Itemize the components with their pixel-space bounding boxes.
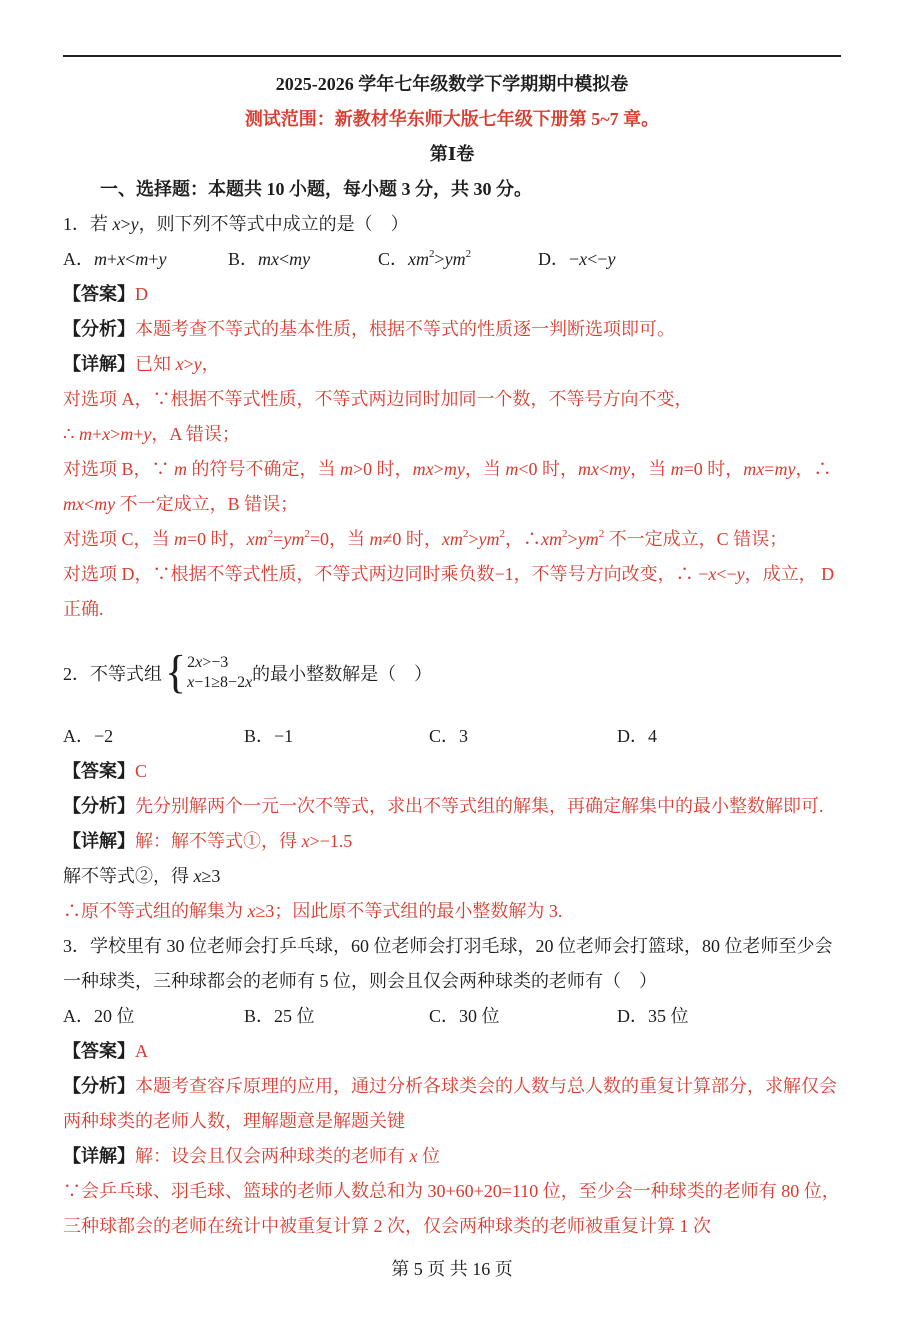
answer-3	[63, 1034, 841, 1069]
text-run: 对选项 C，当 m=0 时，$xm^2=ym^2=0$，当 m≠0 时，$xm^2>ym^2$，$\therefore xm^2>ym^2$ 不一定成立，C 错误；	[63, 528, 788, 549]
option-B: B．25 位	[244, 1006, 315, 1026]
math-variable: xm	[408, 249, 430, 269]
analysis-1	[63, 312, 841, 347]
text-run: 3．学校里有 30 位老师会打乒乓球，60 位老师会打羽毛球，20 位老师会打篮球，80 位老师至少会	[63, 936, 833, 956]
detail-2-line	[63, 859, 841, 894]
text-run: 的最小整数解是（ ）	[252, 664, 433, 684]
label-tag: 【答案】	[63, 284, 135, 304]
math-variable: x	[175, 354, 184, 374]
question-2-options	[63, 719, 841, 754]
math-variable: y	[143, 424, 152, 444]
option-B: B．mx<my	[228, 249, 311, 269]
page	[0, 55, 905, 1287]
option-B: B．−1	[244, 726, 294, 746]
math-superscript: 2	[462, 528, 469, 540]
detail-2	[63, 824, 841, 859]
label-tag: 【答案】	[63, 761, 135, 781]
math-variable: my	[94, 494, 116, 514]
option-C: C．30 位	[429, 1006, 500, 1026]
text-run: 两种球类的老师人数，理解题意是解题关键	[63, 1111, 405, 1131]
detail-3	[63, 1139, 841, 1174]
label-tag: 【答案】	[63, 1041, 135, 1061]
label-tag: 【详解】	[63, 1146, 135, 1166]
math-variable: x	[195, 654, 203, 671]
text-run: 1．若 x>y，则下列不等式中成立的是（ ）	[63, 214, 409, 234]
text-run: 对选项 D，∵根据不等式性质，不等式两边同时乘负数−1，不等号方向改变，∴ −x<−y，成立， D	[63, 564, 835, 584]
page-footer: 第 5 页 共 16 页	[391, 1259, 513, 1279]
math-superscript: 2	[465, 248, 472, 260]
text-run: 解：解不等式①，得 x>−1.5	[135, 831, 353, 851]
question-1-options	[63, 242, 841, 277]
text-run: 对选项 B，∵ m 的符号不确定，当 m>0 时，mx>my，当 m<0 时，mx<my，当 m=0 时，mx=my，∴	[63, 459, 832, 479]
detail-3-line	[63, 1174, 841, 1209]
text-run: 解不等式②，得 x≥3	[63, 866, 221, 886]
math-variable: m	[135, 249, 149, 269]
text-run: C	[135, 761, 148, 781]
label-tag: 【分析】	[63, 1076, 135, 1096]
math-variable: mx	[577, 459, 599, 479]
question-2	[63, 645, 841, 701]
volume-heading: 第Ⅰ卷	[429, 144, 475, 164]
math-variable: x	[187, 674, 195, 691]
math-superscript: 2	[562, 528, 568, 540]
detail-1-line	[63, 417, 841, 452]
math-variable: xm	[541, 529, 563, 549]
math-variable: my	[609, 459, 631, 479]
option-A: A．20 位	[63, 1006, 135, 1026]
text-run: A	[135, 1041, 148, 1061]
math-variable: m	[174, 529, 188, 549]
question-3-options	[63, 999, 841, 1034]
math-variable: y	[130, 214, 139, 234]
option-D: D．35 位	[617, 1006, 689, 1026]
text-run: 解：设会且仅会两种球类的老师有 x 位	[135, 1146, 440, 1166]
header-spacer	[63, 57, 841, 67]
text-run: ∴ m+x>m+y，A 错误；	[63, 424, 240, 444]
math-variable: x	[112, 214, 121, 234]
text-run: D	[135, 284, 148, 304]
math-variable: mx	[63, 494, 84, 514]
detail-1-line	[63, 452, 841, 487]
text-run: 对选项 A，∵根据不等式性质，不等式两边同时加同一个数，不等号方向不变，	[63, 389, 693, 409]
text-run: 先分别解两个一元一次不等式，求出不等式组的解集，再确定解集中的最小整数解即可.	[135, 796, 824, 816]
answer-1	[63, 277, 841, 312]
math-variable: m	[670, 459, 684, 479]
text-run: ∵会乒乓球、羽毛球、篮球的老师人数总和为 30+60+20=110 位，至少会一种球类的老师有 80 位，	[63, 1181, 840, 1201]
math-variable: m	[505, 459, 519, 479]
math-variable: x	[301, 831, 310, 851]
page-title: 2025-2026 学年七年级数学下学期期中模拟卷	[275, 74, 629, 94]
math-variable: y	[736, 564, 745, 584]
math-variable: m	[174, 459, 188, 479]
math-superscript: 2	[267, 528, 274, 540]
option-A: A．−2	[63, 726, 114, 746]
detail-3-line	[63, 1209, 841, 1244]
math-variable: x	[117, 249, 126, 269]
option-A: A．m+x<m+y	[63, 249, 167, 269]
document-body	[63, 207, 841, 1244]
text-run: 已知 x>y，	[135, 354, 220, 374]
math-variable: my	[443, 459, 465, 479]
text-run: mx<my 不一定成立，B 错误；	[63, 494, 299, 514]
math-superscript: 2	[499, 528, 506, 540]
answer-2	[63, 754, 841, 789]
detail-1-line	[63, 522, 841, 557]
analysis-3	[63, 1069, 841, 1104]
math-variable: m	[369, 529, 383, 549]
detail-1	[63, 347, 841, 382]
detail-1-line	[63, 382, 841, 417]
math-variable: m	[78, 424, 92, 444]
math-variable: ym	[478, 529, 500, 549]
question-3-line	[63, 964, 841, 999]
text-run: 正确.	[63, 599, 104, 619]
math-variable: x	[708, 564, 717, 584]
label-tag: 【详解】	[63, 831, 135, 851]
test-scope: 测试范围：新教材华东师大版七年级下册第 5~7 章。	[244, 109, 660, 129]
math-variable: ym	[577, 529, 599, 549]
math-variable: x	[579, 249, 588, 269]
label-tag: 【分析】	[63, 796, 135, 816]
system-brace: {	[165, 646, 187, 699]
analysis-3-line	[63, 1104, 841, 1139]
option-C: C．3	[429, 726, 469, 746]
math-superscript: 2	[304, 528, 310, 540]
option-D: D．−x<−y	[538, 249, 616, 269]
inequality-2: x−1≥8−2x	[187, 674, 253, 691]
math-variable: x	[193, 866, 202, 886]
question-1	[63, 207, 841, 242]
math-variable: mx	[743, 459, 765, 479]
math-variable: y	[158, 249, 167, 269]
math-variable: m	[120, 424, 134, 444]
label-tag: 【详解】	[63, 354, 135, 374]
math-variable: y	[607, 249, 616, 269]
math-variable: m	[94, 249, 107, 269]
text-run: ∴原不等式组的解集为 x≥3；因此原不等式组的最小整数解为 3.	[63, 901, 563, 921]
text-run: 本题考查容斥原理的应用，通过分析各球类会的人数与总人数的重复计算部分，求解仅会	[135, 1076, 837, 1096]
inequality-1: 2x>−3	[187, 654, 229, 671]
math-variable: x	[409, 1146, 418, 1166]
math-variable: mx	[412, 459, 434, 479]
math-variable: xm	[441, 529, 463, 549]
math-variable: x	[247, 901, 256, 921]
math-variable: xm	[246, 529, 268, 549]
inequality-system	[187, 653, 252, 693]
math-variable: x	[245, 674, 253, 691]
section-heading: 一、选择题：本题共 10 小题，每小题 3 分，共 30 分。	[100, 179, 532, 199]
text-run: 2．不等式组	[63, 664, 162, 684]
option-C: C．$xm^2>ym^2$	[378, 248, 472, 269]
detail-1-line	[63, 557, 841, 592]
math-variable: mx	[258, 249, 280, 269]
analysis-2	[63, 789, 841, 824]
text-run: 本题考查不等式的基本性质，根据不等式的性质逐一判断选项即可。	[135, 319, 675, 339]
math-variable: my	[774, 459, 796, 479]
math-variable: x	[102, 424, 111, 444]
text-run: 三种球都会的老师在统计中被重复计算 2 次，仅会两种球类的老师被重复计算 1 次	[63, 1216, 711, 1236]
detail-1-line	[63, 487, 841, 522]
math-variable: my	[289, 249, 311, 269]
math-variable: y	[193, 354, 202, 374]
option-D: D．4	[617, 726, 657, 746]
math-variable: ym	[444, 249, 466, 269]
text-run: 一种球类，三种球都会的老师有 5 位，则会且仅会两种球类的老师有（ ）	[63, 971, 657, 991]
math-variable: ym	[283, 529, 305, 549]
math-variable: m	[340, 459, 354, 479]
question-3	[63, 929, 841, 964]
math-superscript: 2	[598, 528, 605, 540]
label-tag: 【分析】	[63, 319, 135, 339]
math-superscript: 2	[429, 248, 435, 260]
detail-1-line	[63, 592, 841, 627]
detail-2-line	[63, 894, 841, 929]
